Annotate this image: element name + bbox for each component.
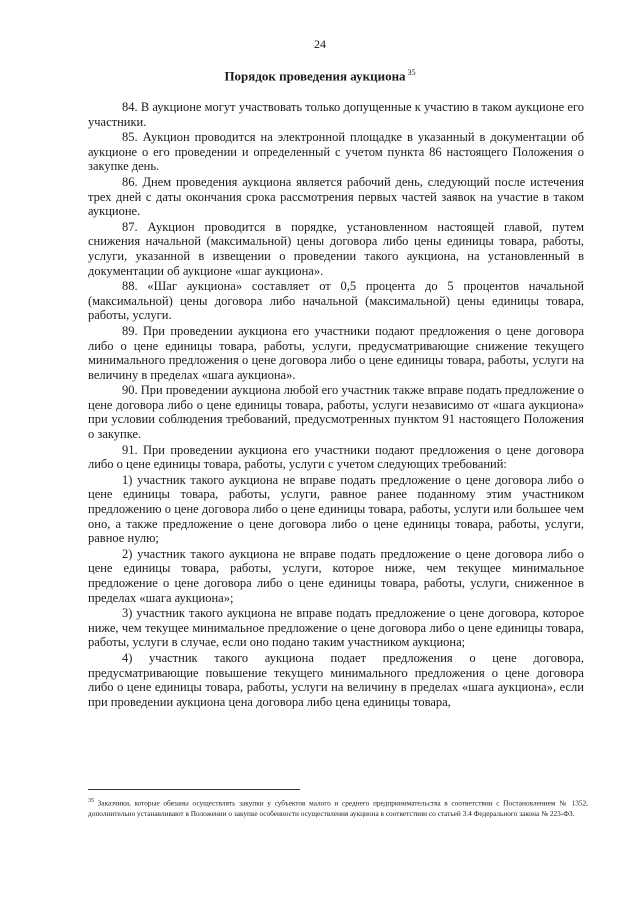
footnote-divider xyxy=(88,789,300,790)
page-title xyxy=(0,68,640,84)
list-item-2: 2) участник такого аукциона не вправе подать предложение о цене договора либо о цене единицы товара, работы, услуги, которое ниже, чем текущее минимальное предложение о цене договора либо о цене единицы товара, работы, услуги, сниженное в пределах «шага аукциона»; xyxy=(88,546,584,605)
footnote xyxy=(88,796,588,820)
paragraph-89: 89. При проведении аукциона его участники подают предложения о цене договора либо о цене единицы товара, работы, услуги, предусматривающие снижение текущего минимального предложения о цене договора либо о цене единицы товара, работы, услуги на величину в пределах «шага аукциона». xyxy=(88,323,584,382)
paragraph-84: 84. В аукционе могут участвовать только допущенные к участию в таком аукционе его участники. xyxy=(88,100,584,129)
page-title-text: Порядок проведения аукциона xyxy=(224,68,406,84)
paragraph-91: 91. При проведении аукциона его участники подают предложения о цене договора либо о цене единицы товара, работы, услуги с учетом следующих требований: xyxy=(88,442,584,472)
title-footnote-ref: 35 xyxy=(407,68,416,77)
paragraph-87: 87. Аукцион проводится в порядке, установленном настоящей главой, путем снижения начальной (максимальной) цены договора либо цены единицы товара, работы, услуги, указанной в извещении о проведении такого аукциона, на установленный в документации об аукционе «шаг аукциона». xyxy=(88,219,584,278)
paragraph-85: 85. Аукцион проводится на электронной площадке в указанный в документации об аукционе о его проведении и определенный с учетом пункта 86 настоящего Положения о закупке день. xyxy=(88,130,584,174)
page-number: 24 xyxy=(314,37,326,51)
footnote-text: Заказчики, которые обязаны осуществлять закупки у субъектов малого и среднего предпринимательства в соответствии с Постановлением № 1352, дополнительно устанавливают в Положении о закупке особенности осуществления аукциона в соответствии со статьей 3.4 Федерального закона № 223-ФЗ. xyxy=(88,798,588,819)
list-item-4: 4) участник такого аукциона подает предложения о цене договора, предусматривающие повышение текущего минимального предложения о цене договора либо о цене единицы товара, работы, услуги на величину в пределах «шага аукциона», если при проведении аукциона цена договора либо цена единицы товара, xyxy=(88,650,584,709)
paragraph-88: 88. «Шаг аукциона» составляет от 0,5 процента до 5 процентов начальной (максимальной) цены договора либо начальной (максимальной) цены единицы товара, работы, услуги. xyxy=(88,279,584,323)
footnote-ref: 35 xyxy=(88,798,94,804)
paragraph-86: 86. Днем проведения аукциона является рабочий день, следующий после истечения трех дней с даты окончания срока рассмотрения первых частей заявок на участие в таком аукционе. xyxy=(88,174,584,219)
list-item-3: 3) участник такого аукциона не вправе подать предложение о цене договора, которое ниже, чем текущее минимальное предложение о цене договора либо о цене единицы товара, работы, услуги в случае, если оно подано таким участником аукциона; xyxy=(88,606,584,650)
list-item-1: 1) участник такого аукциона не вправе подать предложение о цене договора либо о цене единицы товара, работы, услуги, равное ранее поданному этим участником предложению о цене договора либо о цене единицы товара, работы, услуги или большее чем оно, а также предложение о цене договора либо о цене единицы товара, работы, услуги, равное нулю; xyxy=(88,472,584,546)
paragraph-90: 90. При проведении аукциона любой его участник также вправе подать предложение о цене договора либо о цене единицы товара, работы, услуги независимо от «шага аукциона» при условии соблюдения требований, предусмотренных пунктом 91 настоящего Положения о закупке. xyxy=(88,383,584,442)
body-text xyxy=(88,100,584,710)
